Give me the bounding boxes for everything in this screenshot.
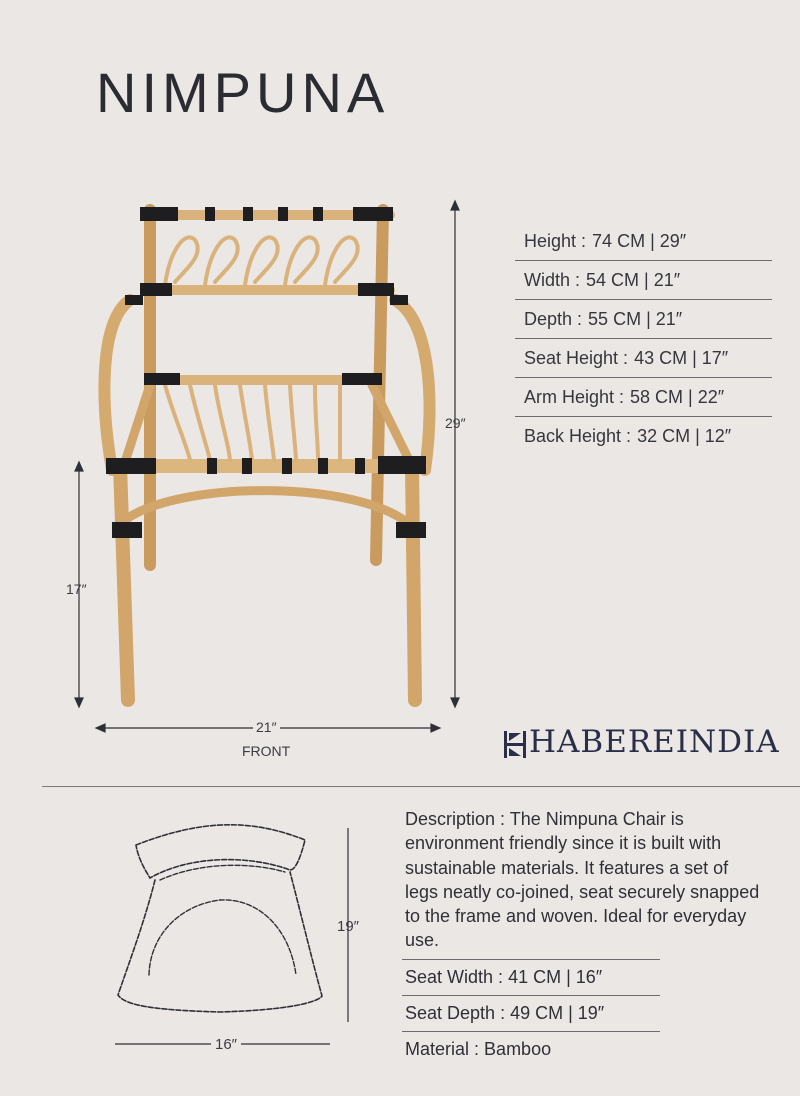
spec-row-arm-height: Arm Height : 58 CM | 22″ <box>515 378 772 417</box>
top-depth-dim-label: 19″ <box>337 918 359 935</box>
specs-table <box>515 222 772 456</box>
front-caption: FRONT <box>242 743 291 759</box>
product-description: Description : The Nimpuna Chair is environment friendly since it is built with sustainable materials. It features a set of legs neatly co-joined, seat securely snapped to the frame and woven. Ideal for everyday use. <box>405 809 760 951</box>
seat-height-dim-label: 17″ <box>66 581 87 597</box>
brand-logo <box>503 724 780 760</box>
product-title: NIMPUNA <box>96 61 390 124</box>
material-row: Material : Bamboo <box>402 1031 660 1067</box>
spec-row-depth: Depth : 55 CM | 21″ <box>515 300 772 339</box>
seat-width-row: Seat Width : 41 CM | 16″ <box>402 959 660 995</box>
seat-specs-table <box>402 959 660 1067</box>
height-dim-label: 29″ <box>445 415 466 431</box>
seat-depth-row: Seat Depth : 49 CM | 19″ <box>402 995 660 1031</box>
brand-name: HABEREINDIA <box>529 724 780 760</box>
spec-row-width: Width : 54 CM | 21″ <box>515 261 772 300</box>
spec-row-height: Height : 74 CM | 29″ <box>515 222 772 261</box>
spec-row-seat-height: Seat Height : 43 CM | 17″ <box>515 339 772 378</box>
spec-row-back-height: Back Height : 32 CM | 12″ <box>524 426 732 446</box>
top-width-dim-label: 16″ <box>211 1036 241 1053</box>
section-divider <box>42 786 800 787</box>
chair-top-view <box>118 825 322 1012</box>
width-dim-label: 21″ <box>253 719 280 735</box>
